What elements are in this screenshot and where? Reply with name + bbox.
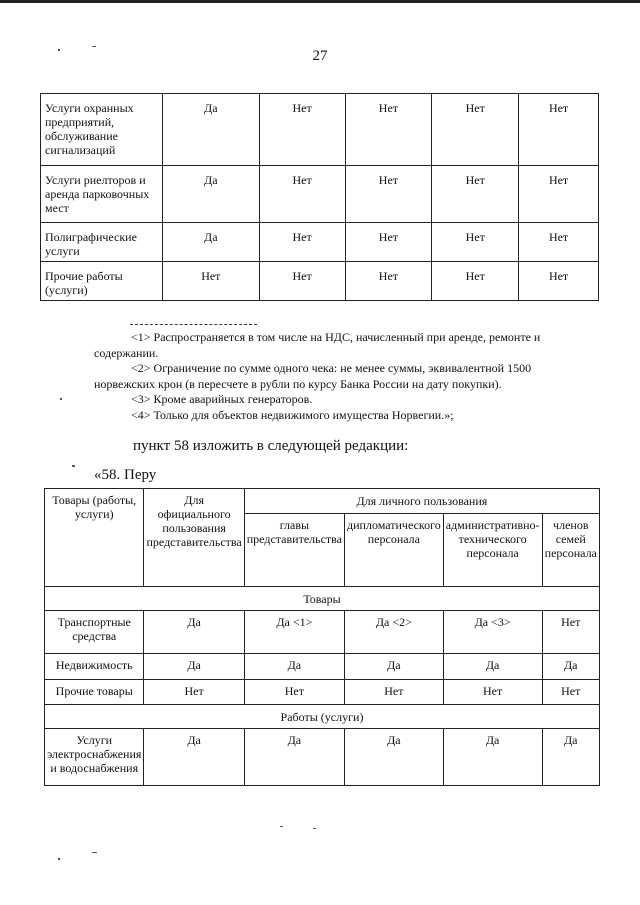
footnote-2: <2> Ограничение по сумме одного чека: не менее суммы, эквивалентной 1500 <box>131 361 532 375</box>
table-row <box>45 729 600 786</box>
cell-value: Нет <box>519 94 599 166</box>
header-personal-use: Для личного пользования <box>244 489 599 514</box>
cell-value: Да <1> <box>244 611 344 654</box>
cell-value: Нет <box>432 94 519 166</box>
cell-value: Нет <box>162 262 259 301</box>
section-heading: «58. Перу <box>94 467 157 483</box>
header-diplomatic-staff: дипломатического персонала <box>345 514 444 587</box>
table-row <box>45 680 600 705</box>
cell-value: Нет <box>542 680 599 705</box>
scan-speck <box>280 826 283 827</box>
section-row-goods <box>45 587 600 611</box>
cell-value: Нет <box>144 680 244 705</box>
cell-value: Нет <box>345 680 444 705</box>
footnote-separator <box>130 324 257 325</box>
scan-speck <box>92 852 97 853</box>
header-family-members: членов семей персонала <box>542 514 599 587</box>
cell-value: Да <box>443 654 542 680</box>
cell-value: Нет <box>432 223 519 262</box>
page-number: 27 <box>312 48 328 64</box>
row-label: Полиграфические услуги <box>41 223 163 262</box>
footnote-2-continued: норвежских крон (в пересчете в рубли по курсу Банка России на дату покупки). <box>94 376 502 391</box>
row-label: Транспортные средства <box>45 611 144 654</box>
cell-value: Нет <box>432 262 519 301</box>
cell-value: Нет <box>519 223 599 262</box>
row-label: Прочие работы (услуги) <box>41 262 163 301</box>
table-row <box>41 223 599 262</box>
cell-value: Нет <box>259 94 345 166</box>
cell-value: Да <box>244 654 344 680</box>
cell-value: Да <box>144 654 244 680</box>
peru-privileges-table <box>44 488 600 786</box>
cell-value: Нет <box>259 223 345 262</box>
table-row <box>41 94 599 166</box>
cell-value: Нет <box>345 166 432 223</box>
cell-value: Да <3> <box>443 611 542 654</box>
cell-value: Нет <box>443 680 542 705</box>
cell-value: Нет <box>345 262 432 301</box>
row-label: Услуги охранных предприятий, обслуживание сигнализаций <box>41 94 163 166</box>
section-label-goods: Товары <box>45 587 600 611</box>
cell-value: Да <box>162 223 259 262</box>
header-goods-works: Товары (работы, услуги) <box>45 489 144 587</box>
cell-value: Да <box>345 729 444 786</box>
row-label: Услуги риелторов и аренда парковочных мест <box>41 166 163 223</box>
row-label: Услуги электроснабжения и водоснабжения <box>45 729 144 786</box>
cell-value: Да <box>162 94 259 166</box>
amendment-instruction: пункт 58 изложить в следующей редакции: <box>133 438 409 454</box>
header-row <box>45 489 600 514</box>
scan-speck <box>58 858 60 860</box>
cell-value: Да <box>345 654 444 680</box>
page-top-edge <box>0 0 640 3</box>
cell-value: Нет <box>345 223 432 262</box>
cell-value: Нет <box>432 166 519 223</box>
cell-value: Да <box>162 166 259 223</box>
cell-value: Нет <box>519 262 599 301</box>
table-row <box>41 166 599 223</box>
cell-value: Да <box>244 729 344 786</box>
footnote-4: <4> Только для объектов недвижимого имущества Норвегии.»; <box>131 407 454 422</box>
footnote-3: <3> Кроме аварийных генераторов. <box>131 392 313 406</box>
cell-value: Да <2> <box>345 611 444 654</box>
cell-value: Да <box>144 611 244 654</box>
row-label: Недвижимость <box>45 654 144 680</box>
scan-speck <box>58 49 60 51</box>
header-official-use: Для официального пользования представительства <box>144 489 244 587</box>
scan-speck <box>313 828 316 829</box>
row-label: Прочие товары <box>45 680 144 705</box>
cell-value: Да <box>443 729 542 786</box>
footnotes <box>94 330 592 423</box>
cell-value: Да <box>144 729 244 786</box>
section-row-works <box>45 705 600 729</box>
table-row <box>45 611 600 654</box>
section-label-works: Работы (услуги) <box>45 705 600 729</box>
table-row <box>45 654 600 680</box>
cell-value: Да <box>542 654 599 680</box>
services-table-continued <box>40 93 599 301</box>
cell-value: Нет <box>519 166 599 223</box>
cell-value: Нет <box>244 680 344 705</box>
cell-value: Нет <box>259 166 345 223</box>
scan-speck <box>92 46 96 47</box>
scan-speck <box>60 398 62 400</box>
cell-value: Нет <box>542 611 599 654</box>
cell-value: Да <box>542 729 599 786</box>
table-row <box>41 262 599 301</box>
cell-value: Нет <box>259 262 345 301</box>
header-head-of-mission: главы представительства <box>244 514 344 587</box>
footnote-1: <1> Распространяется в том числе на НДС, начисленный при аренде, ремонте и <box>131 330 541 344</box>
cell-value: Нет <box>345 94 432 166</box>
header-admin-tech-staff: административно-технического персонала <box>443 514 542 587</box>
footnote-1-continued: содержании. <box>94 345 159 360</box>
scan-speck <box>72 465 75 467</box>
